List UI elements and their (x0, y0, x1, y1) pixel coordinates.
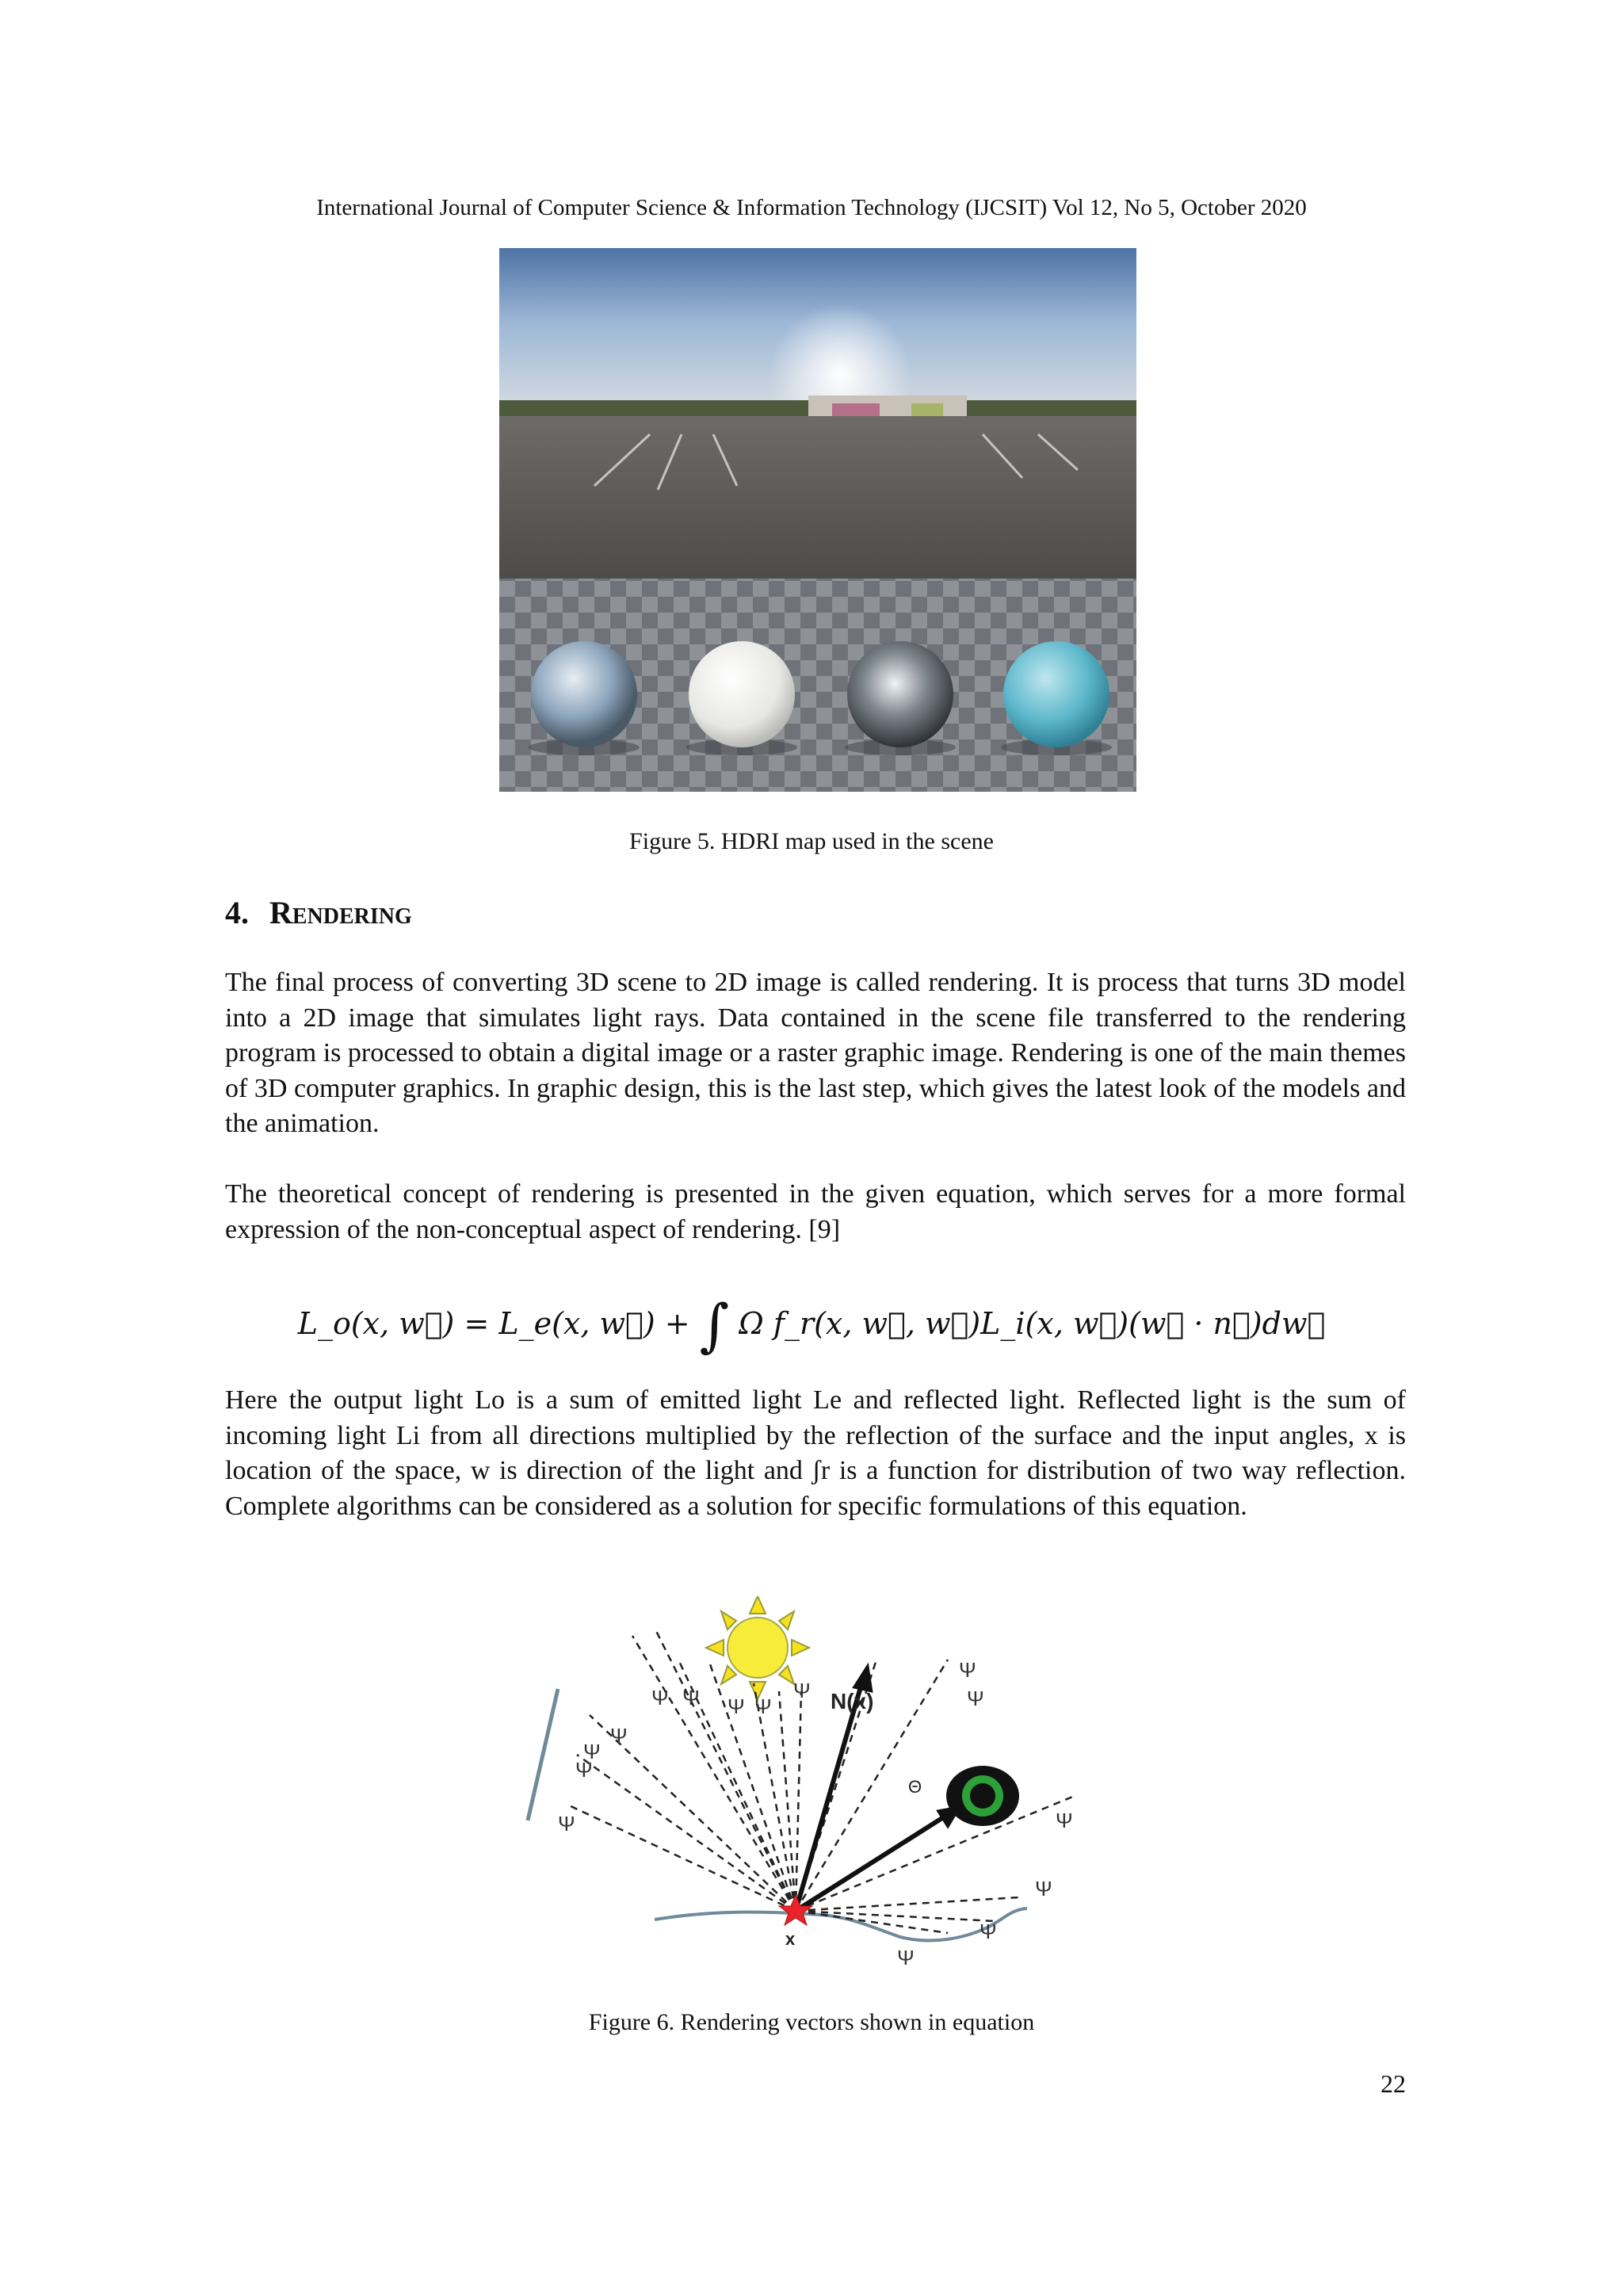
point-label: x (785, 1929, 796, 1949)
psi-label: Ψ (651, 1686, 669, 1710)
section-number: 4. (225, 895, 249, 930)
normal-label: N(x) (831, 1689, 874, 1713)
teal-sphere (1003, 641, 1109, 747)
psi-label: Ψ (793, 1679, 811, 1702)
psi-label: Ψ (1056, 1809, 1073, 1832)
hdri-figure (499, 248, 1136, 792)
rendering-equation (0, 1292, 1623, 1358)
psi-label: Ψ (682, 1686, 700, 1710)
psi-label: Ψ (1035, 1877, 1052, 1901)
equation-rhs: Ω f_r(x, w⃗, w⃗)L_i(x, w⃗)(w⃗ · n⃗)dw⃗ (739, 1306, 1326, 1341)
wall-line (528, 1689, 558, 1820)
psi-label: Ψ (897, 1946, 915, 1969)
psi-label: Ψ (727, 1694, 745, 1718)
hdri-image (499, 248, 1136, 792)
figure5-caption: Figure 5. HDRI map used in the scene (629, 828, 994, 854)
psi-label: Ψ (959, 1658, 976, 1682)
psi-label: Ψ (610, 1724, 628, 1748)
psi-label: Ψ (967, 1687, 984, 1710)
integral-sign: ∫ (699, 1292, 730, 1358)
paragraph-1: The final process of converting 3D scene to 2D image is called rendering. It is process that turns 3D model into a 2D image that simulates light rays. Data contained in the scene file transferred to the rendering program is processed to obtain a digital image or a raster graphic image. Rendering is one of the main themes of 3D computer graphics. In graphic design, this is the last step, which gives the latest look of the models and the animation. (225, 968, 1406, 1138)
glass-sphere (531, 641, 637, 747)
paragraph-3: Here the output light Lo is a sum of emitted light Le and reflected light. Reflected light is the sum of incoming light Li from all directions multiplied by the reflection of the surface and the input angles, x is location of the space, w is direction of the light and ʃr is a function for distribution of two way reflection. Complete algorithms can be considered as a solution for specific formulations of this equation. (225, 1385, 1406, 1521)
figure6-caption: Figure 6. Rendering vectors shown in equation (588, 2009, 1035, 2035)
psi-label: Ψ (754, 1694, 772, 1718)
rendering-vectors-diagram (520, 1596, 1116, 1981)
psi-label: Ψ (558, 1812, 575, 1836)
chrome-sphere (847, 641, 953, 747)
page-number: 22 (1381, 2069, 1406, 2098)
section-title: Rendering (269, 895, 412, 930)
section-heading (225, 894, 412, 931)
running-header: International Journal of Computer Science & Information Technology (IJCSIT) Vol 12, No 5, October 2020 (316, 195, 1307, 220)
eye-icon (946, 1766, 1019, 1826)
surface-line (655, 1908, 1027, 1940)
psi-label: Ψ (583, 1740, 601, 1763)
psi-label: Ψ (575, 1758, 593, 1782)
normal-arrowhead (856, 1669, 870, 1690)
paragraph-2: The theoretical concept of rendering is presented in the given equation, which serves for a more formal expression of the non-conceptual aspect of rendering. [9] (225, 1179, 1406, 1244)
white-sphere (689, 641, 795, 747)
psi-label: Ψ (980, 1920, 997, 1943)
rendering-vectors-figure (520, 1596, 1116, 1981)
angle-label: Θ (908, 1777, 922, 1797)
equation-lhs: L_o(x, w⃗) = L_e(x, w⃗) + (297, 1306, 690, 1341)
view-arrowhead (940, 1809, 957, 1824)
